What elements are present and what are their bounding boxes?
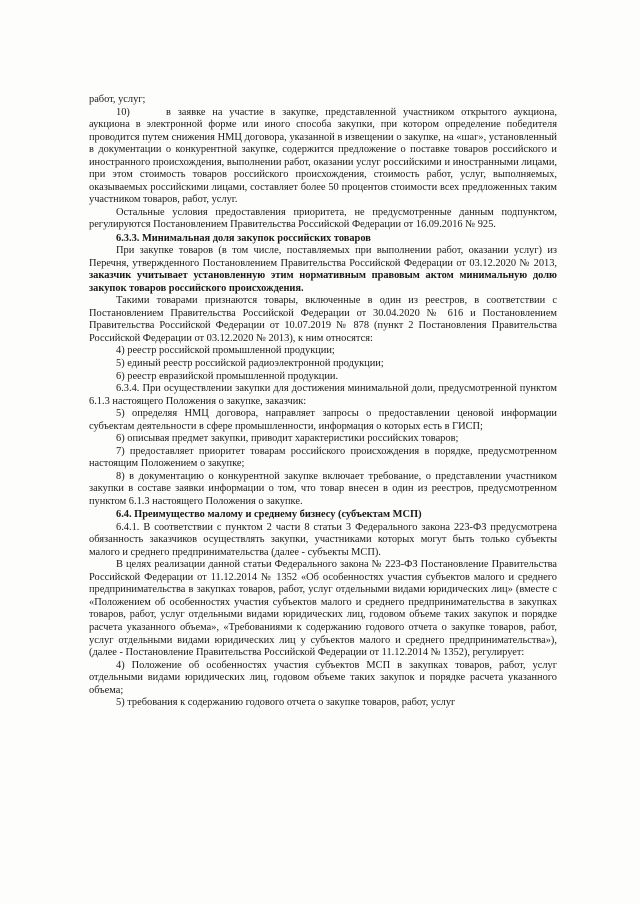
paragraph: 6.4.1. В соответствии с пунктом 2 части 8 статьи 3 Федерального закона 223-ФЗ предусмотрена обязанность заказчиков осуществлять закупки, участниками которых могут быть только субъекты малого и среднего предпринимательства (далее - субъекты МСП). (89, 521, 557, 558)
list-item: 5) определяя НМЦ договора, направляет запросы о предоставлении ценовой информации субъектам деятельности в сфере промышленности, информация о которых есть в ГИСП; (89, 408, 557, 432)
list-number: 10) (116, 106, 130, 118)
paragraph (89, 107, 557, 207)
list-item: 5) единый реестр российской радиоэлектронной продукции; (116, 357, 384, 369)
list-item: 7) предоставляет приоритет товарам российского происхождения в порядке, предусмотренном настоящим Положением о закупке; (89, 445, 557, 470)
paragraph: В целях реализации данной статьи Федерального закона № 223-ФЗ Постановление Правительства Российской Федерации от 11.12.2014 № 1352 «Об особенностях участия субъектов малого и среднего предпринимательства в закупках товаров, работ, услуг отдельными видами юридических лиц» (вместе с «Положением об особенностях участия субъектов малого и среднего предпринимательства в закупках товаров, работ, услуг отдельными видами юридических лиц, годовом объеме таких закупок и порядке расчета указанного объема», «Требованиями к содержанию годового отчета о закупке товаров, работ, услуг отдельными видами юридических лиц у субъектов малого и среднего предпринимательства»), (далее - Постановление Правительства Российской Федерации от 11.12.2014 № 1352), регулирует: (89, 559, 557, 659)
list-item: 6) описывая предмет закупки, приводит характеристики российских товаров; (116, 433, 459, 445)
list-item: 4) реестр российской промышленной продукции; (116, 345, 335, 357)
paragraph (89, 245, 557, 295)
paragraph-text: в заявке на участие в закупке, представленной участником открытого аукциона, аукциона в электронной форме или иного способа закупки, при котором определение победителя проводится путем снижения НМЦ договора, указанной в извещении о закупке, на «шаг», установленный в документации о конкурентной закупке, содержится предложение о поставке товаров российского и иностранного происхождения, выполнении работ, оказании услуг российскими и иностранными лицами, при этом стоимость товаров российского происхождения, стоимость работ, услуг, выполняемых, оказываемых российскими лицами, составляет более 50 процентов стоимости всех предложенных таким участником товаров, работ, услуг. (89, 106, 557, 206)
paragraph-bold-text: заказчик учитывает установленную этим нормативным правовым актом минимальную долю закупок товаров российского происхождения. (89, 270, 557, 294)
list-item: 8) в документацию о конкурентной закупке включает требование, о представлении участником закупки в составе заявки информации о том, что товар внесен в один из реестров, предусмотренном пунктом 6.1.3 настоящего Положения о закупке. (89, 470, 557, 507)
document-body (89, 94, 557, 710)
list-item: 5) требования к содержанию годового отчета о закупке товаров, работ, услуг (116, 697, 456, 709)
list-item: 4) Положение об особенностях участия субъектов МСП в закупках товаров, работ, услуг отдельными видами юридических лиц, годовом объеме таких закупок и порядке расчета указанного объема; (89, 659, 557, 696)
paragraph: работ, услуг; (89, 94, 146, 105)
list-item: 6) реестр евразийской промышленной продукции. (116, 370, 339, 382)
section-heading-6-3-3: 6.3.3. Минимальная доля закупок российских товаров (116, 232, 371, 244)
paragraph-text: При закупке товаров (в том числе, поставляемых при выполнении работ, оказании услуг) из Перечня, утвержденного Постановлением Правительства Российской Федерации от 03.12.2020 № 2013, (89, 245, 557, 269)
section-heading-6-4: 6.4. Преимущество малому и среднему бизнесу (субъектам МСП) (116, 509, 422, 521)
paragraph: Остальные условия предоставления приоритета, не предусмотренные данным подпунктом, регулируются Постановлением Правительства Российской Федерации от 16.09.2016 № 925. (89, 206, 557, 231)
paragraph: Такими товарами признаются товары, включенные в один из реестров, в соответствии с Постановлением Правительства Российской Федерации от 30.04.2020 № 616 и Постановлением Правительства Российской Федерации от 10.07.2019 № 878 (пункт 2 Постановления Правительства Российской Федерации от 03.12.2020 № 2013), к ним относятся: (89, 295, 557, 344)
paragraph: 6.3.4. При осуществлении закупки для достижения минимальной доли, предусмотренной пунктом 6.1.3 настоящего Положения о закупке, заказчик: (89, 383, 557, 407)
